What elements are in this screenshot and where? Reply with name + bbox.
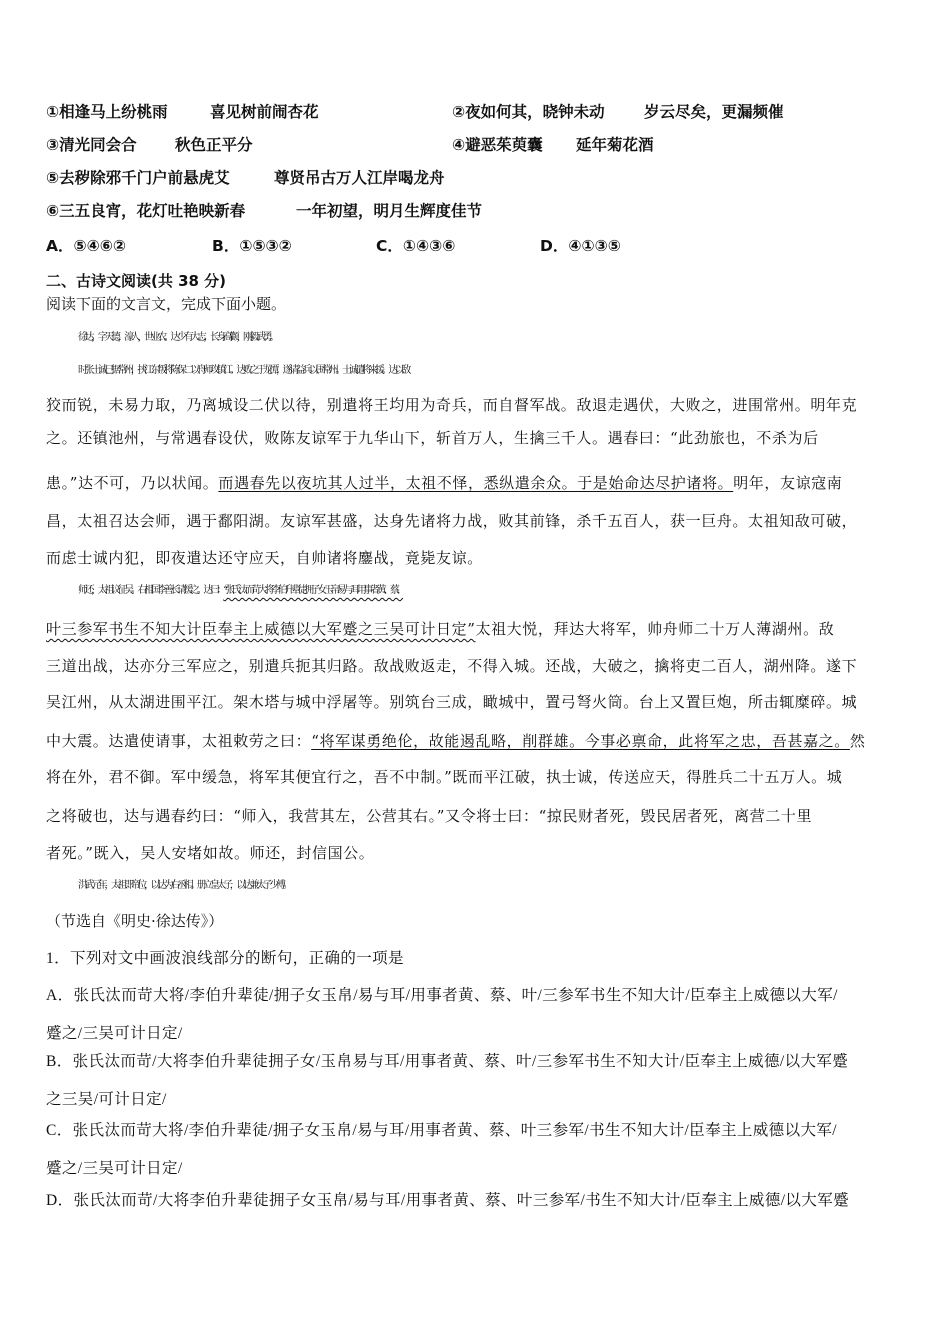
passage-line: 昌，太祖召达会师，遇于鄱阳湖。友谅军甚盛，达身先诸将力战，败其前锋，杀千五百人，获一巨舟。太祖知敌可破，	[46, 512, 858, 530]
option-5-second: 尊贤吊古万人江岸喝龙舟	[274, 169, 445, 187]
passage-line: 者死。”既入，吴人安堵如故。师还，封信国公。	[46, 844, 375, 862]
option-4-second: 延年菊花酒	[576, 136, 654, 154]
section-instruction: 阅读下面的文言文，完成下面小题。	[46, 295, 287, 313]
option-2-first: ②夜如何其，晓钟未动	[452, 103, 605, 121]
passage-line: 狡而锐，未易力取，乃离城设二伏以待，别遣将王均用为奇兵，而自督军战。敌退走遇伏，大败之，进围常州。明年克	[46, 396, 858, 414]
passage-line: 时张士诚已据常州，挟江东叛将陈保二以舟师攻镇江。达败之于龙潭，遂请益兵以围常州。士诚遣将来援。达以敌	[78, 365, 408, 376]
choice-b: B．①⑤③②	[212, 237, 292, 255]
passage-line: 之。还镇池州，与常遇春设伏，败陈友谅军于九华山下，斩首万人，生擒三千人。遇春曰：“此劲旅也，不杀为后	[46, 429, 819, 447]
passage-text: 明年，友谅寇南	[733, 474, 843, 492]
underlined-sentence-1: 而遇春先以夜坑其人过半，太祖不怿，悉纵遣余众。于是始命达尽护诸将。	[218, 474, 734, 492]
choice-d: D．④①③⑤	[540, 237, 621, 255]
passage-text: 师还，太祖议征吴。右相国李善长请缓之。达曰：	[78, 585, 224, 596]
section-title: 二、古诗文阅读(共 38 分)	[46, 272, 227, 290]
passage-line: 吴江州，从太湖进围平江。架木塔与城中浮屠等。别筑台三成，瞰城中，置弓弩火筒。台上又置巨炮，所击辄糜碎。城	[46, 693, 858, 711]
passage-line: 徐达，字天德，濠人，世业农。达少有大志，长身高颧，刚毅武勇。	[78, 332, 276, 343]
passage-text: 患。”达不可，乃以状闻。	[46, 474, 219, 492]
answer-option-a: A．张氏汰而苛大将/李伯升辈徒/拥子女玉帛/易与耳/用事者黄、蔡、叶/三参军书生不知大计/臣奉主上威德以大军/	[46, 987, 838, 1004]
answer-option-c-cont: 蹙之/三吴可计日定/	[46, 1160, 183, 1177]
option-1-second: 喜见树前闹杏花	[210, 103, 319, 121]
answer-option-b: B．张氏汰而苛/大将李伯升辈徒拥子女/玉帛易与耳/用事者黄、蔡、叶/三参军书生不知大计/臣奉主上威德/以大军蹙	[46, 1053, 849, 1070]
underlined-sentence-2: “将军谋勇绝伦，故能遏乱略，削群雄。今事必禀命，此将军之忠，吾甚嘉之。	[311, 732, 850, 750]
answer-option-b-cont: 之三吴/可计日定/	[46, 1091, 167, 1108]
wavy-underline-part-2: 叶三参军书生不知大计臣奉主上威德以大军蹙之三吴可计日定”	[46, 620, 476, 638]
passage-text: 太祖大悦，拜达大将军，帅舟师二十万人薄湖州。敌	[475, 620, 835, 638]
passage-line	[46, 472, 906, 493]
option-1-first: ①相逢马上纷桃雨	[46, 103, 168, 121]
passage-line: 之将破也，达与遇春约曰：“师入，我营其左，公营其右。”又令将士曰：“掠民财者死，毁民居者死，离营二十里	[46, 807, 813, 825]
passage-line	[78, 581, 938, 596]
answer-option-a-cont: 蹙之/三吴可计日定/	[46, 1025, 183, 1042]
option-2-second: 岁云尽矣，更漏频催	[644, 103, 784, 121]
answer-option-d: D．张氏汰而苛/大将李伯升辈徒拥子女玉帛/易与耳/用事者黄、蔡、叶三参军/书生不知大计/臣奉主上威德/以大军蹙	[46, 1192, 850, 1209]
choice-a: A．⑤④⑥②	[46, 237, 126, 255]
passage-line	[46, 730, 906, 751]
passage-source: （节选自《明史·徐达传》）	[46, 912, 224, 930]
answer-option-c: C．张氏汰而苛大将/李伯升辈徒/拥子女玉帛/易与耳/用事者黄、蔡、叶三参军/书生不知大计/臣奉主上威德以大军/	[46, 1122, 837, 1139]
passage-line: 洪武元年，太祖即帝位，以达为右丞相。册立皇太子，以达兼太子少傅。	[78, 880, 290, 891]
option-6-second: 一年初望，明月生辉度佳节	[296, 202, 483, 220]
option-6-first: ⑥三五良宵，花灯吐艳映新春	[46, 202, 246, 220]
option-3-first: ③清光同会合	[46, 136, 137, 154]
choice-c: C．①④③⑥	[376, 237, 456, 255]
option-5-first: ⑤去秽除邪千门户前悬虎艾	[46, 169, 230, 187]
option-3-second: 秋色正平分	[175, 136, 253, 154]
passage-line	[46, 618, 906, 639]
passage-line: 将在外，君不御。军中缓急，将军其便宜行之，吾不中制。”既而平江破，执士诚，传送应天，得胜兵二十五万人。城	[46, 768, 843, 786]
passage-line: 而虑士诚内犯，即夜遣达还守应天，自帅诸将鏖战，竟毙友谅。	[46, 549, 483, 567]
passage-text: 然	[849, 732, 866, 750]
option-4-first: ④避恶茱萸囊	[452, 136, 543, 154]
question-stem: 1．下列对文中画波浪线部分的断句，正确的一项是	[46, 950, 404, 967]
passage-line: 三道出战，达亦分三军应之，别遣兵扼其归路。敌战败返走，不得入城。还战，大破之，擒将吏二百人，湖州降。遂下	[46, 657, 858, 675]
passage-text: 中大震。达遣使请事，太祖敕劳之曰：	[46, 732, 312, 750]
wavy-underline-part-1: “张氏汰而苛大将李伯升辈徒拥子女玉帛易与耳用事者黄、蔡、	[223, 585, 404, 596]
